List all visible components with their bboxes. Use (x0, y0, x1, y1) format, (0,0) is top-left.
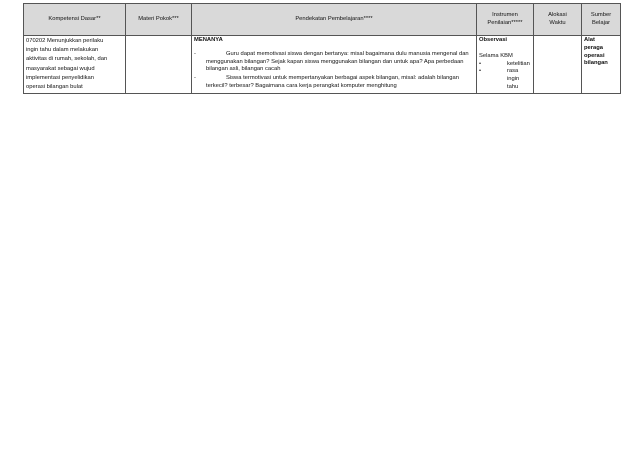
kd-line: implementasi penyelidikan (26, 74, 94, 81)
dash-marker: - (194, 50, 196, 57)
list-item (194, 51, 474, 74)
list-item-text: Siswa termotivasi untuk mempertanyakan berbagai aspek bilangan, misal: adalah bilangan terkecil? terbesar? Bagaimana cara kerja perangkat komputer menghitung (206, 75, 459, 90)
table-row (24, 36, 621, 94)
instrumen-cell (477, 36, 534, 94)
instrumen-intro: Selama KBM (479, 52, 513, 59)
sumber-line: bilangan (584, 60, 608, 67)
pendekatan-heading: MENANYA (194, 37, 223, 43)
bullet-icon: • (479, 60, 482, 67)
sumber-line: Alat (584, 37, 595, 43)
header-instrumen-line-2: Penilaian***** (487, 19, 523, 26)
bullet-text: rasa ingin tahu (507, 68, 520, 91)
header-row (24, 4, 621, 36)
header-kompetensi-dasar: Kompetensi Dasar** (24, 4, 126, 36)
list-item (479, 61, 531, 69)
kd-line: operasi bilangan bulat (26, 84, 83, 91)
syllabus-table (23, 3, 621, 94)
header-instrumen-line-1: Instrumen (492, 11, 518, 18)
materi-pokok-cell (126, 36, 192, 94)
header-sumber-belajar (582, 4, 621, 36)
header-sumber-line-2: Belajar (591, 19, 611, 26)
header-pendekatan-pembelajaran: Pendekatan Pembelajaran**** (192, 4, 477, 36)
list-item-text: Guru dapat memotivasi siswa dengan bertanya: misal bagaimana dulu manusia mengenal dan menggunakan bilangan? Sejak kapan siswa menggunakan bilangan dan untuk apa? Apa perbedaan bilangan asli, bilangan cacah (206, 50, 469, 73)
header-sumber-line-1: Sumber (590, 11, 612, 18)
sumber-belajar-cell (582, 36, 621, 94)
bullet-text: ketelitian (507, 60, 530, 67)
sumber-line: operasi (584, 52, 605, 59)
header-alokasi-line-2: Waktu (549, 19, 566, 26)
kd-line: 070202 Menunjukkan perilaku (26, 38, 104, 44)
dash-marker: - (194, 75, 196, 82)
list-item (479, 68, 531, 91)
list-item (194, 75, 474, 91)
kompetensi-dasar-cell (24, 36, 126, 94)
header-materi-pokok: Materi Pokok*** (126, 4, 192, 36)
instrumen-heading: Observasi (479, 37, 508, 43)
kd-line: aktivitas di rumah, sekolah, dan (26, 56, 108, 63)
kd-line: ingin tahu dalam melakukan (26, 47, 99, 54)
pendekatan-cell (192, 36, 477, 94)
header-alokasi-line-1: Alokasi (548, 11, 567, 18)
kd-line: masyarakat sebagai wujud (26, 65, 95, 72)
sumber-line: peraga (584, 44, 604, 51)
header-alokasi-waktu (534, 4, 582, 36)
alokasi-cell (534, 36, 582, 94)
header-instrumen-penilaian (477, 4, 534, 36)
bullet-icon: • (479, 68, 482, 75)
